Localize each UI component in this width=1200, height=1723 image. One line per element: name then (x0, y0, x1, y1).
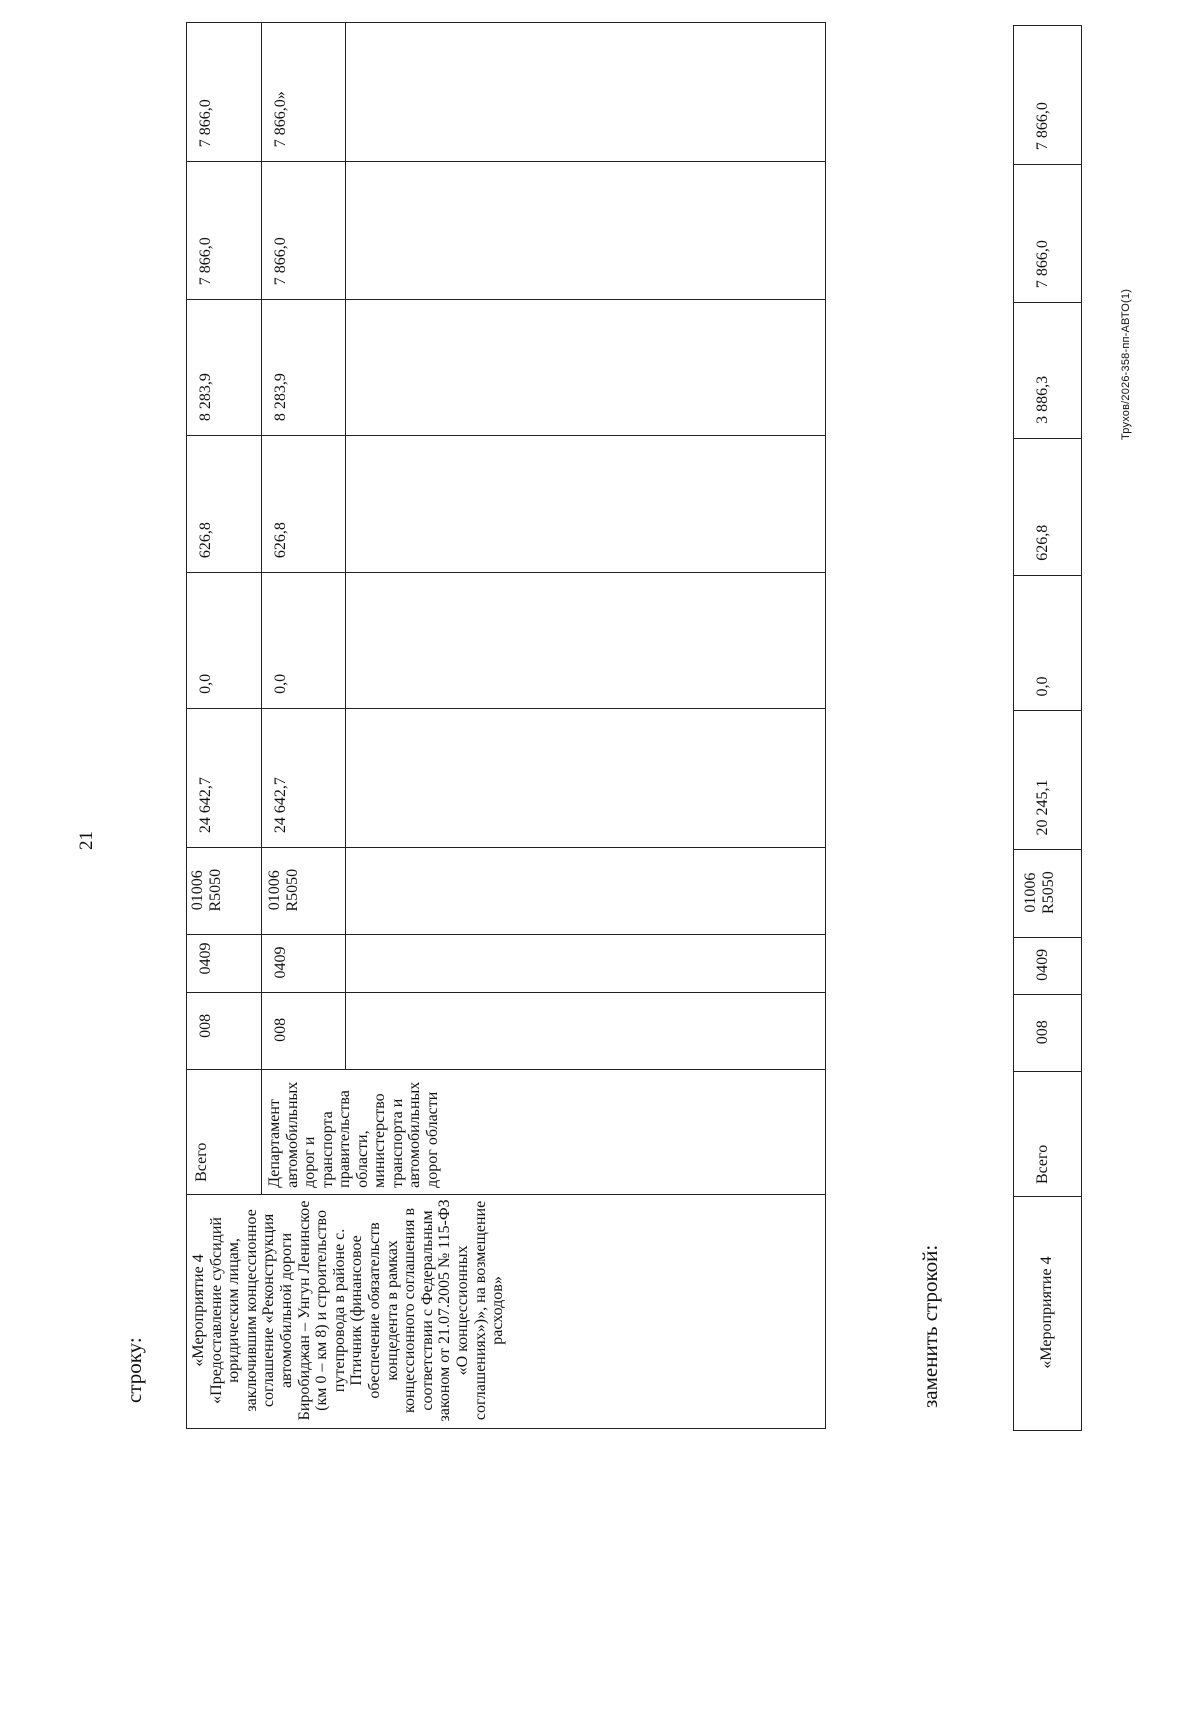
section-code: 0409 (187, 935, 262, 992)
value-total: 20 245,1 (1014, 711, 1082, 850)
value-total: 24 642,7 (187, 708, 262, 847)
value-year-5: 7 866,0» (262, 23, 346, 162)
target-code: 01006 R5050 (1014, 850, 1082, 937)
value-year-4: 7 866,0 (1014, 165, 1082, 303)
value-year-4: 7 866,0 (262, 162, 346, 300)
measure-description: «Мероприятие 4 (1014, 1197, 1082, 1431)
target-code: 01006 R5050 (187, 848, 262, 935)
admin-code: 008 (187, 992, 262, 1069)
footer-code: Трухов/2026-358-пп-АВТО(1) (1120, 288, 1132, 440)
section-code: 0409 (1014, 937, 1082, 994)
label-new-row: заменить строкой: (918, 1244, 942, 1408)
label-old-row: строку: (122, 1337, 146, 1403)
admin-code: 008 (262, 992, 346, 1069)
value-total: 24 642,7 (262, 708, 346, 847)
table-row (1014, 26, 1082, 1431)
value-year-2: 626,8 (262, 436, 346, 573)
measure-description: «Мероприятие 4 «Предоставление субсидий юридическим лицам, заключившим концессионное соглашение «Реконструкция автомобильной дороги Биробиджан – Унгун Ленинское (км 0 – км 8) и строительство путепровода в районе с. Птичник (финансовое обеспечение обязательств концедента в рамках концессионного соглашения в соответствии с Федеральным законом от 21.07.2005 № 115-ФЗ «О концессионных соглашениях»)», на возмещение расходов» (187, 1194, 826, 1428)
value-year-1: 0,0 (1014, 575, 1082, 711)
table-row (187, 23, 262, 1429)
target-code: 01006 R5050 (262, 848, 346, 935)
total-label: Всего (187, 1070, 262, 1195)
admin-code: 008 (1014, 995, 1082, 1072)
old-row-table (186, 22, 826, 1429)
value-year-2: 626,8 (1014, 438, 1082, 575)
new-row-table (1013, 25, 1082, 1431)
section-code: 0409 (262, 935, 346, 992)
value-year-4: 7 866,0 (187, 162, 262, 300)
value-year-3: 8 283,9 (187, 300, 262, 436)
value-year-3: 8 283,9 (262, 300, 346, 436)
value-year-2: 626,8 (187, 436, 262, 573)
value-year-3: 3 886,3 (1014, 303, 1082, 439)
value-year-1: 0,0 (187, 573, 262, 709)
value-year-5: 7 866,0 (187, 23, 262, 162)
value-year-5: 7 866,0 (1014, 26, 1082, 165)
page-number: 21 (76, 831, 97, 850)
responsible-executor: Департамент автомобильных дорог и транспорта правительства области, министерство транспорта и автомобильных дорог области (262, 1070, 826, 1195)
value-year-1: 0,0 (262, 573, 346, 709)
total-label: Всего (1014, 1072, 1082, 1197)
